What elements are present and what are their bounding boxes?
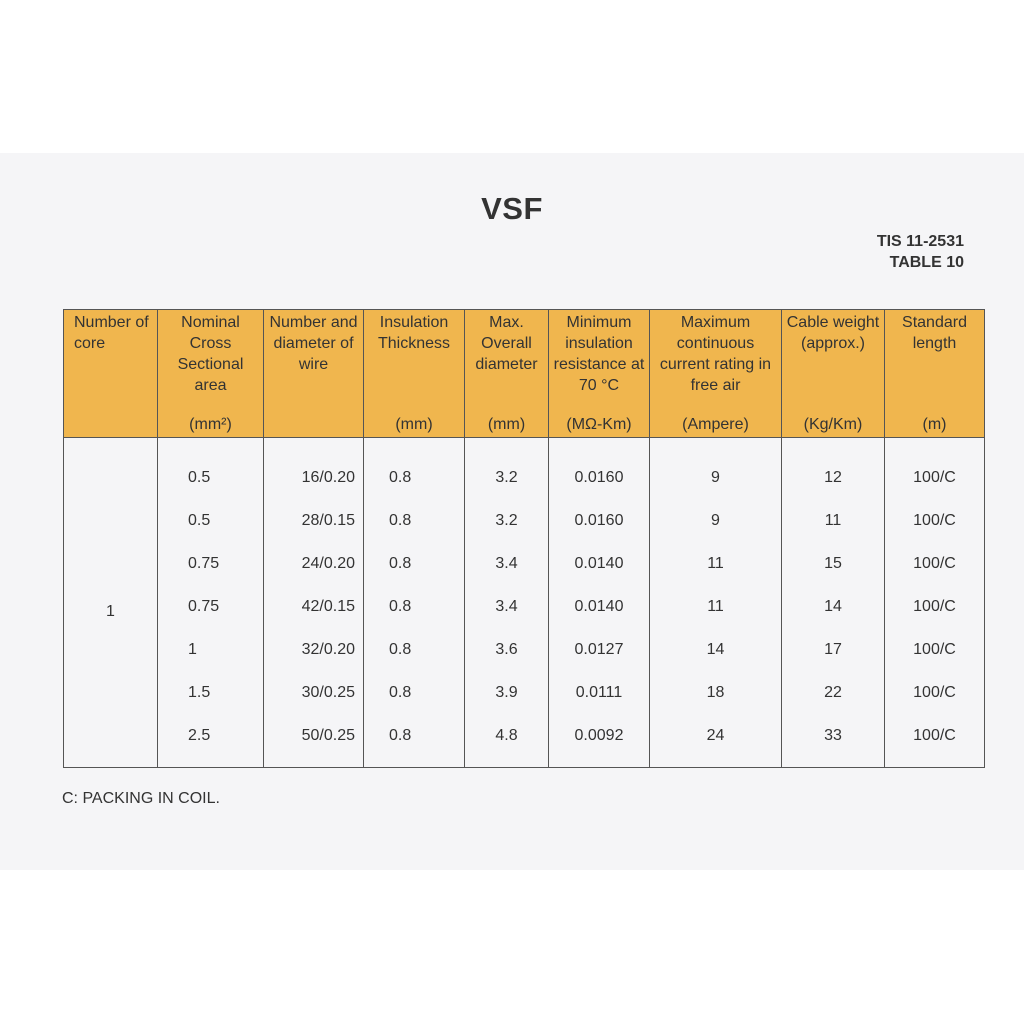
header-cable-weight: Cable weight (approx.) (Kg/Km) [782,310,885,438]
cell-cross-sectional-area: 1.5 [158,671,264,714]
cell-wire-diameter: 24/0.20 [264,542,364,585]
cell-current-rating: 9 [650,438,782,500]
cell-insulation-thickness: 0.8 [364,499,465,542]
header-current-rating: Maximum continuous current rating in free air (Ampere) [650,310,782,438]
header-unit: (m) [922,416,947,433]
header-unit: (Kg/Km) [803,416,863,433]
header-insulation-resistance: Minimum insulation resistance at 70 °C (MΩ-Km) [549,310,650,438]
cell-insulation-resistance: 0.0160 [549,499,650,542]
header-cross-sectional-area: Nominal Cross Sectional area (mm²) [158,310,264,438]
cell-standard-length: 100/C [885,438,985,500]
cell-overall-diameter: 4.8 [465,714,549,768]
header-unit: (Ampere) [682,416,749,433]
cell-standard-length: 100/C [885,542,985,585]
document-title: VSF [481,191,543,226]
cell-overall-diameter: 3.9 [465,671,549,714]
cell-wire-diameter: 32/0.20 [264,628,364,671]
table-row [64,671,985,714]
cell-current-rating: 24 [650,714,782,768]
header-standard-length: Standard length (m) [885,310,985,438]
cell-overall-diameter: 3.6 [465,628,549,671]
cell-overall-diameter: 3.2 [465,499,549,542]
cell-wire-diameter: 42/0.15 [264,585,364,628]
cell-cable-weight: 17 [782,628,885,671]
cell-standard-length: 100/C [885,585,985,628]
table-body [64,438,985,768]
cell-insulation-resistance: 0.0111 [549,671,650,714]
cell-cable-weight: 11 [782,499,885,542]
cell-wire-diameter: 30/0.25 [264,671,364,714]
cell-cross-sectional-area: 0.5 [158,499,264,542]
cell-cross-sectional-area: 0.5 [158,438,264,500]
cell-current-rating: 11 [650,585,782,628]
cell-current-rating: 14 [650,628,782,671]
header-unit: (mm) [487,416,526,433]
document-sheet [0,153,1024,870]
cell-insulation-resistance: 0.0140 [549,585,650,628]
header-insulation-thickness: Insulation Thickness (mm) [364,310,465,438]
cell-insulation-thickness: 0.8 [364,585,465,628]
cell-cable-weight: 12 [782,438,885,500]
table-row [64,499,985,542]
packing-note: C: PACKING IN COIL. [62,790,220,807]
cell-insulation-thickness: 0.8 [364,542,465,585]
header-wire-diameter: Number and diameter of wire [264,310,364,438]
cell-standard-length: 100/C [885,714,985,768]
cell-cable-weight: 22 [782,671,885,714]
cable-spec-table [63,309,985,768]
cell-standard-length: 100/C [885,628,985,671]
cell-cross-sectional-area: 0.75 [158,542,264,585]
cell-cable-weight: 33 [782,714,885,768]
cell-cable-weight: 15 [782,542,885,585]
table-row [64,714,985,768]
cell-insulation-thickness: 0.8 [364,438,465,500]
cell-overall-diameter: 3.2 [465,438,549,500]
cell-wire-diameter: 50/0.25 [264,714,364,768]
cell-insulation-thickness: 0.8 [364,628,465,671]
cell-insulation-resistance: 0.0160 [549,438,650,500]
cell-standard-length: 100/C [885,671,985,714]
standard-reference [877,231,964,273]
table-number: TABLE 10 [889,254,964,271]
header-unit: (mm) [395,416,433,433]
cell-cross-sectional-area: 1 [158,628,264,671]
cell-insulation-resistance: 0.0140 [549,542,650,585]
cell-insulation-thickness: 0.8 [364,671,465,714]
header-unit: (MΩ-Km) [566,416,632,433]
cell-current-rating: 18 [650,671,782,714]
header-unit: (mm²) [189,416,232,433]
header-number-of-core: Number of core [64,310,158,438]
cell-cross-sectional-area: 0.75 [158,585,264,628]
header-row [64,310,985,438]
cell-insulation-resistance: 0.0127 [549,628,650,671]
cell-standard-length: 100/C [885,499,985,542]
cell-overall-diameter: 3.4 [465,542,549,585]
table-row [64,628,985,671]
cell-insulation-resistance: 0.0092 [549,714,650,768]
cell-number-of-core: 1 [64,438,158,768]
table-row [64,585,985,628]
cell-cross-sectional-area: 2.5 [158,714,264,768]
table-row [64,438,985,500]
cell-current-rating: 9 [650,499,782,542]
cell-wire-diameter: 16/0.20 [264,438,364,500]
header-overall-diameter: Max. Overall diameter (mm) [465,310,549,438]
table-row [64,542,985,585]
cell-overall-diameter: 3.4 [465,585,549,628]
cell-wire-diameter: 28/0.15 [264,499,364,542]
standard-code: TIS 11-2531 [876,233,964,250]
cell-current-rating: 11 [650,542,782,585]
cell-cable-weight: 14 [782,585,885,628]
cell-insulation-thickness: 0.8 [364,714,465,768]
